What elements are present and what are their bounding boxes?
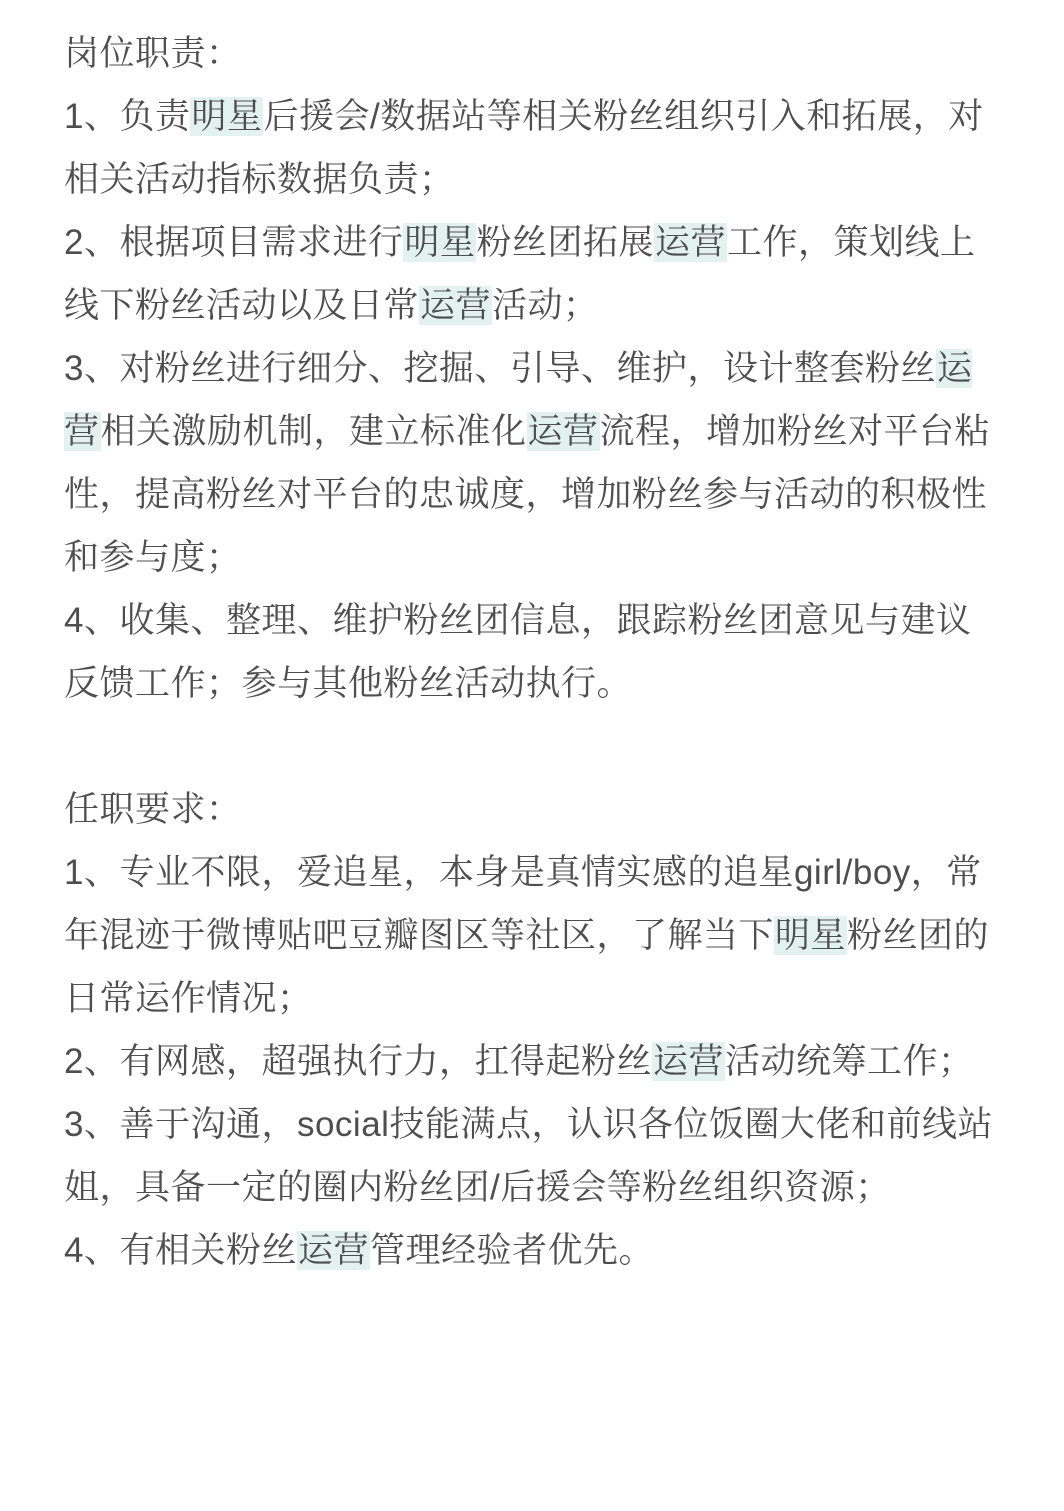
highlighted-term: 明星 xyxy=(775,916,847,955)
text-run: 4、收集、整理、维护粉丝团信息，跟踪粉丝团意见与建议反馈工作；参与其他粉丝活动执行。 xyxy=(64,601,972,703)
highlighted-term: 运营 xyxy=(420,286,492,325)
paragraph-requirement-2 xyxy=(64,1030,1004,1093)
highlighted-term: 运营 xyxy=(527,412,599,451)
paragraph-requirement-3 xyxy=(64,1093,1004,1219)
paragraph-requirement-4 xyxy=(64,1219,1004,1282)
highlighted-term: 运营 xyxy=(652,1042,724,1081)
text-run: 2、有网感，超强执行力，扛得起粉丝 xyxy=(64,1042,652,1081)
section-divider-space xyxy=(64,715,1004,778)
highlighted-term: 运营 xyxy=(655,223,727,262)
text-run: 1、专业不限，爱追星，本身是真情实感的追星girl/boy，常年混迹于微博贴吧豆瓣图区等社区，了解当下 xyxy=(64,853,982,955)
highlighted-term: 运营 xyxy=(64,349,973,451)
text-run: 管理经验者优先。 xyxy=(369,1231,654,1270)
highlighted-term: 运营 xyxy=(297,1231,369,1270)
text-run: 后援会/数据站等相关粉丝组织引入和拓展，对相关活动指标数据负责； xyxy=(64,97,984,199)
paragraph-responsibility-2 xyxy=(64,211,1004,337)
text-run: 工作，策划线上线下粉丝活动以及日常 xyxy=(64,223,976,325)
text-run: 3、善于沟通，social技能满点，认识各位饭圈大佬和前线站姐，具备一定的圈内粉丝团/后援会等粉丝组织资源； xyxy=(64,1105,993,1207)
paragraph-responsibility-4 xyxy=(64,589,1004,715)
section-heading-responsibilities: 岗位职责： xyxy=(64,34,242,73)
section-heading-requirements: 任职要求： xyxy=(64,790,242,829)
text-run: 4、有相关粉丝 xyxy=(64,1231,297,1270)
text-run: 活动统筹工作； xyxy=(724,1042,974,1081)
text-run: 粉丝团的日常运作情况； xyxy=(64,916,990,1018)
paragraph-responsibility-3 xyxy=(64,337,1004,589)
section-responsibilities xyxy=(64,22,1004,715)
highlighted-term: 明星 xyxy=(191,97,263,136)
highlighted-term: 明星 xyxy=(404,223,476,262)
section-requirements xyxy=(64,778,1004,1282)
text-run: 相关激励机制，建立标准化 xyxy=(100,412,527,451)
paragraph-requirement-1 xyxy=(64,841,1004,1030)
text-run: 活动； xyxy=(492,286,599,325)
text-run: 1、负责 xyxy=(64,97,191,136)
text-run: 3、对粉丝进行细分、挖掘、引导、维护，设计整套粉丝 xyxy=(64,349,936,388)
text-run: 2、根据项目需求进行 xyxy=(64,223,404,262)
text-run: 粉丝团拓展 xyxy=(476,223,654,262)
text-run: 流程，增加粉丝对平台粘性，提高粉丝对平台的忠诚度，增加粉丝参与活动的积极性和参与度； xyxy=(64,412,991,577)
paragraph-responsibility-1 xyxy=(64,85,1004,211)
